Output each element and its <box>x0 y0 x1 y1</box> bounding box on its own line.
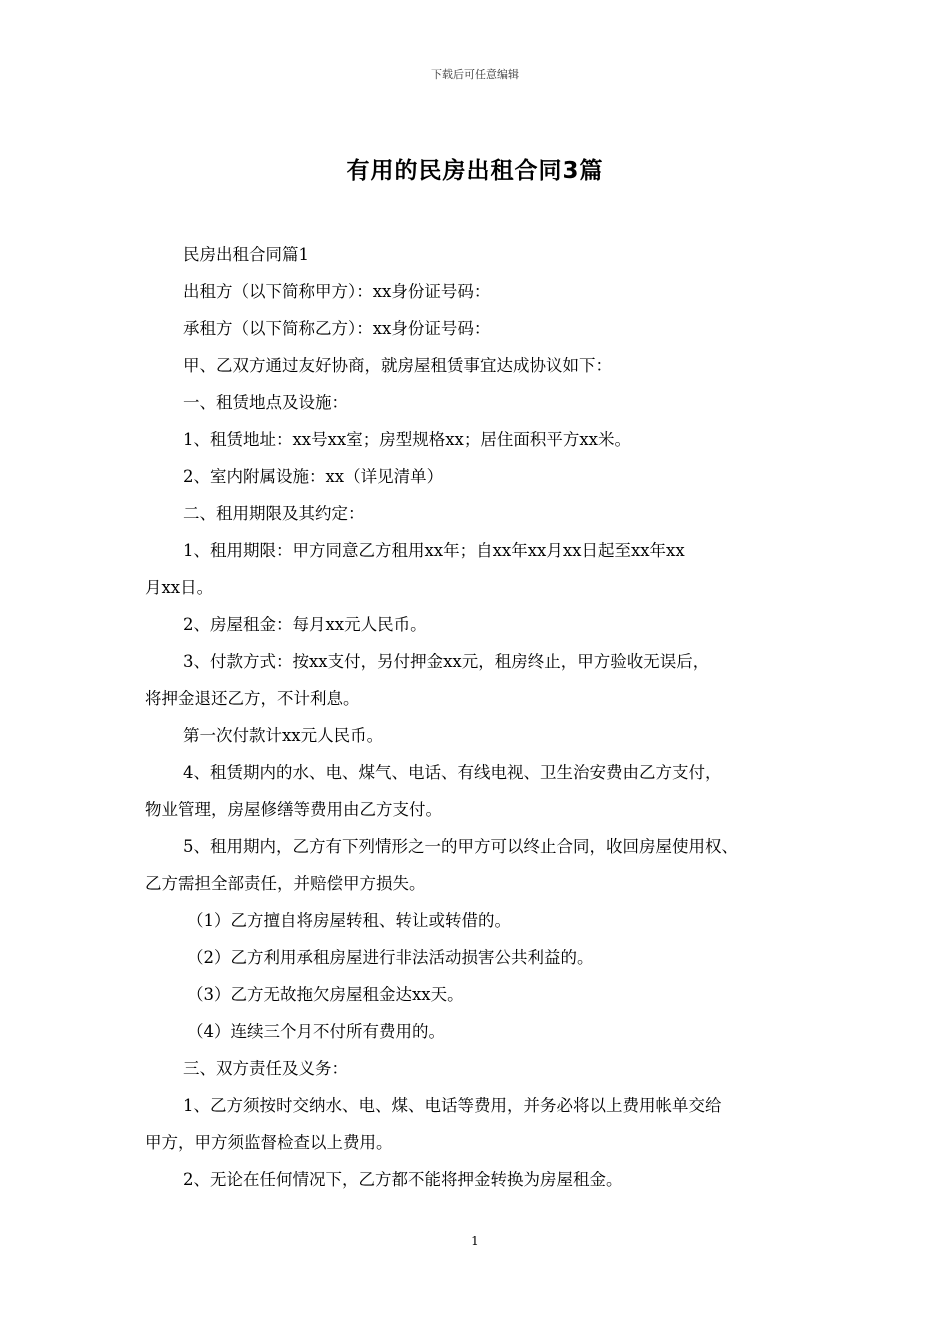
page-number: 1 <box>471 1234 479 1248</box>
paragraph-line: 1、乙方须按时交纳水、电、煤、电话等费用，并务必将以上费用帐单交给 <box>183 1096 722 1115</box>
paragraph-line: 2、房屋租金：每月xx元人民币。 <box>183 615 427 634</box>
paragraph-line: 第一次付款计xx元人民币。 <box>183 726 384 745</box>
document-title: 有用的民房出租合同3篇 <box>346 158 604 184</box>
paragraph-line: 乙方需担全部责任，并赔偿甲方损失。 <box>145 874 426 893</box>
list-item-line: （3）乙方无故拖欠房屋租金达xx天。 <box>187 985 464 1004</box>
document-body <box>145 236 825 1198</box>
paragraph-line: 甲、乙双方通过友好协商，就房屋租赁事宜达成协议如下： <box>183 356 612 375</box>
paragraph-line: 1、租用期限：甲方同意乙方租用xx年；自xx年xx月xx日起至xx年xx <box>183 541 685 560</box>
paragraph-line: 民房出租合同篇1 <box>183 245 309 264</box>
paragraph-line: 4、租赁期内的水、电、煤气、电话、有线电视、卫生治安费由乙方支付， <box>183 763 722 782</box>
section-heading: 二、租用期限及其约定： <box>183 504 365 523</box>
page-header-note: 下载后可任意编辑 <box>431 68 519 81</box>
paragraph-line: 5、租用期内，乙方有下列情形之一的甲方可以终止合同，收回房屋使用权、 <box>183 837 738 856</box>
list-item-line: （1）乙方擅自将房屋转租、转让或转借的。 <box>187 911 511 930</box>
paragraph-line: 月xx日。 <box>145 578 214 597</box>
paragraph-line: 甲方，甲方须监督检查以上费用。 <box>145 1133 393 1152</box>
section-heading: 一、租赁地点及设施： <box>183 393 348 412</box>
paragraph-line: 物业管理，房屋修缮等费用由乙方支付。 <box>145 800 442 819</box>
paragraph-line: 3、付款方式：按xx支付，另付押金xx元，租房终止，甲方验收无误后， <box>183 652 710 671</box>
paragraph-line: 将押金退还乙方，不计利息。 <box>145 689 360 708</box>
paragraph-line: 1、租赁地址：xx号xx室；房型规格xx；居住面积平方xx米。 <box>183 430 631 449</box>
list-item-line: （2）乙方利用承租房屋进行非法活动损害公共利益的。 <box>187 948 594 967</box>
section-heading: 三、双方责任及义务： <box>183 1059 348 1078</box>
paragraph-line: 出租方（以下简称甲方）：xx身份证号码： <box>183 282 491 301</box>
paragraph-line: 2、室内附属设施：xx（详见清单） <box>183 467 444 486</box>
list-item-line: （4）连续三个月不付所有费用的。 <box>187 1022 445 1041</box>
paragraph-line: 承租方（以下简称乙方）：xx身份证号码： <box>183 319 491 338</box>
paragraph-line: 2、无论在任何情况下，乙方都不能将押金转换为房屋租金。 <box>183 1170 623 1189</box>
